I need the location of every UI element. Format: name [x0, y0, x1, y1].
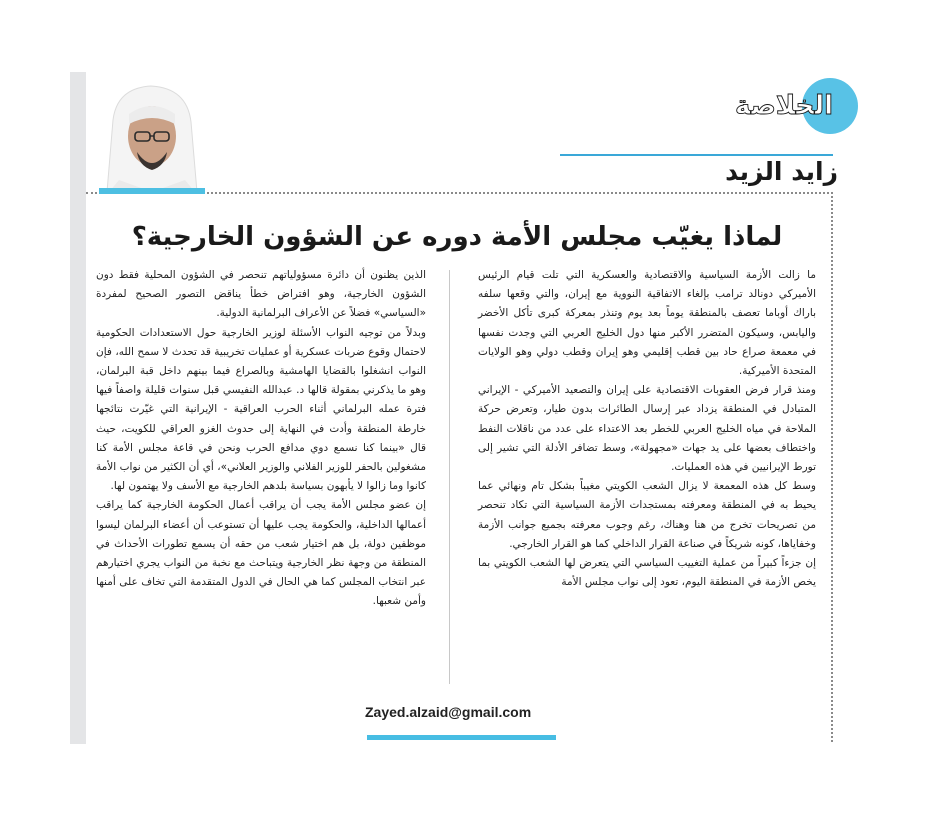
photo-accent-bar	[99, 188, 205, 194]
paragraph: إن عضو مجلس الأمة يجب أن يراقب أعمال الحكومة الخارجية كما يراقب أعمالها الداخلية، والحكومة يجب عليها أن تستوعب أن أعضاء البرلمان ليسوا موظفين دولة، بل هم اختيار شعب من حقه أن يسمع تطورات الأحداث في المنطقة من وجهة نظر الخارجية ويتباحث مع نخبة من النواب يجري اختيارهم عبر انتخاب المجلس كما هي الحال في الدول المتقدمة التي تخاف على أمنها وأمن شعبها.	[96, 499, 426, 608]
article-headline: لماذا يغيّب مجلس الأمة دوره عن الشؤون الخارجية؟	[131, 222, 783, 252]
paragraph: وبدلاً من توجيه النواب الأسئلة لوزير الخارجية حول الاستعدادات الحكومية لاحتمال وقوع ضربات عسكرية أو عمليات تخريبية قد تحدث لا سمح الله، فإن النواب انشغلوا بالقضايا الهامشية وبالصراع فيما بينهم داخل قبة البرلمان، وهو ما يذكرني بمقولة قالها د. عبدالله النفيسي قبل سنوات قليلة واصفاً فيها فترة عمله البرلماني أثناء الحرب العراقية - الإيرانية التي غيّرت نتائجها خارطة المنطقة وأدت في النهاية إلى حدوث الغزو العراقي للكويت، حيث قال «بينما كنا نسمع دوي مدافع الحرب ونحن في قاعة مجلس الأمة كنا مشغولين بالحفر للوزير الفلاني والوزير العلاني»، أي أن الكثير من نواب الأمة كانوا وما زالوا لا يأبهون بسياسة بلدهم الخارجية مع الأسف ولا يهتمون لها.	[96, 326, 426, 493]
paragraph: وسط كل هذه المعمعة لا يزال الشعب الكويتي مغيباً بشكل تام ونهائي عما يحيط به في المنطقة ومعرفته بمستجدات الأزمة السياسية التي تكاد تنحصر من تصريحات تخرج من هنا وهناك، رغم وجوب معرفته بجميع جوانب الأزمة وخفاياها، كونه شريكاً في صناعة القرار الداخلي كما هو القرار الخارجي.	[478, 480, 816, 550]
author-email: Zayed.alzaid@gmail.com	[365, 704, 532, 720]
article-column-right	[478, 266, 816, 592]
author-name: زايد الزيد	[725, 157, 838, 186]
email-accent-bar	[367, 735, 556, 740]
svg-text:الخلاصة: الخلاصة	[734, 91, 834, 121]
paragraph: ومنذ قرار فرض العقوبات الاقتصادية على إيران والتصعيد الأميركي - الإيراني المتبادل في المنطقة يزداد عبر إرسال الطائرات بدون طيار، وتعرض حركة الملاحة في مياه الخليج العربي للخطر بعد الاعتداء على عدد من ناقلات النفط واختطاف بعضها على يد جهات «مجهولة»، وسط تضافر الأدلة التي تشير إلى تورط الإيرانيين في هذه العمليات.	[478, 384, 816, 474]
paragraph: إن جزءاً كبيراً من عملية التغييب السياسي التي يتعرض لها الشعب الكويتي بما يخص الأزمة في المنطقة اليوم، تعود إلى نواب مجلس الأمة	[478, 557, 816, 589]
byline-rule	[560, 154, 833, 156]
author-photo	[99, 80, 205, 192]
column-logo	[702, 78, 862, 138]
column-divider	[449, 270, 450, 684]
paragraph: ما زالت الأزمة السياسية والاقتصادية والعسكرية التي تلت قيام الرئيس الأميركي دونالد ترامب بإلغاء الاتفاقية النووية مع إيران، والتي وقعها سلفه باراك أوباما تعصف بالمنطقة يوماً بعد يوم وتنذر بمعركة كبرى تأكل الأخضر واليابس، وسيكون المتضرر الأكبر منها دول الخليج العربي التي وجدت نفسها في معمعة صراع حاد بين قطب إقليمي وهو إيران وقطب دولي وهو الولايات المتحدة الأميركية.	[478, 269, 816, 378]
side-grey-band	[70, 72, 86, 744]
article-column-left	[96, 266, 426, 612]
paragraph: الذين يظنون أن دائرة مسؤولياتهم تنحصر في الشؤون المحلية فقط دون الشؤون الخارجية، وهو افتراض خطأ يناقض التصور الصحيح لمفردة «السياسي» فضلاً عن الأعراف البرلمانية الدولية.	[96, 269, 426, 320]
